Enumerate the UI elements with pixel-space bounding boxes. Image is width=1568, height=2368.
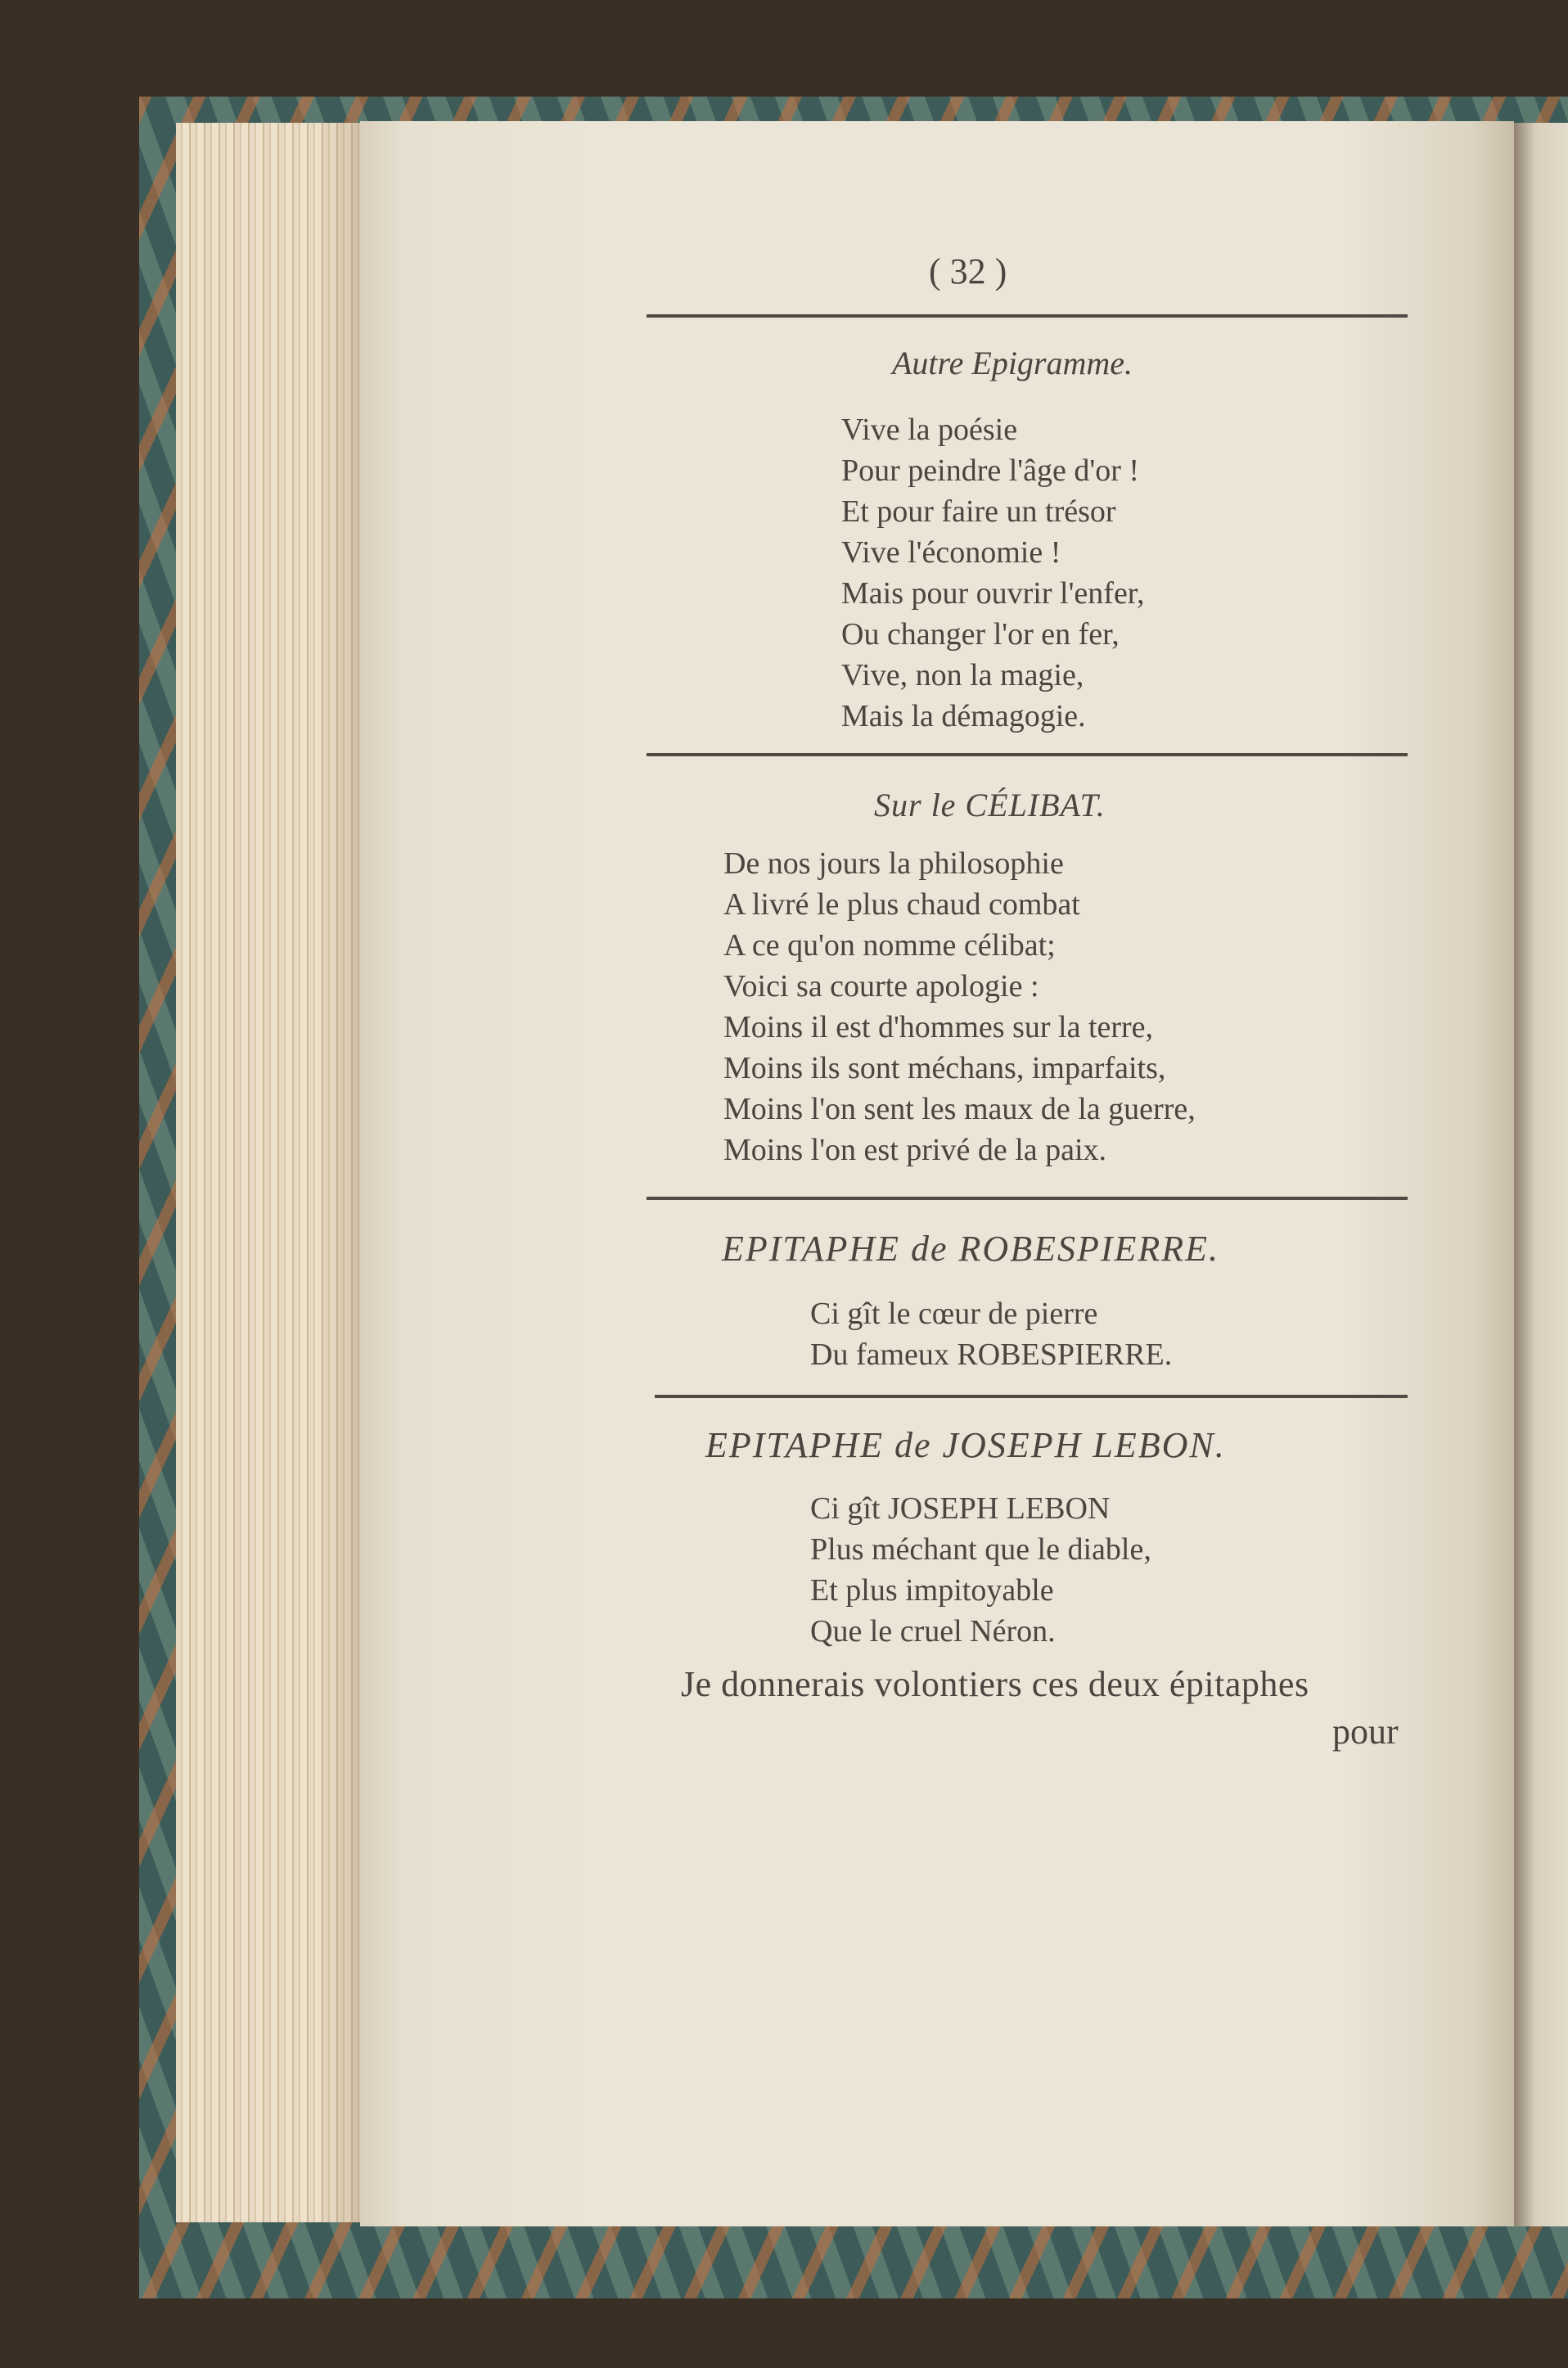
poem-line: Et plus impitoyable bbox=[810, 1573, 1054, 1608]
section-heading: EPITAPHE de ROBESPIERRE. bbox=[722, 1229, 1219, 1269]
facing-page-edge bbox=[1514, 123, 1568, 2226]
section-heading: EPITAPHE de JOSEPH LEBON. bbox=[705, 1425, 1226, 1465]
page-edges bbox=[176, 123, 364, 2222]
poem-line: Mais pour ouvrir l'enfer, bbox=[841, 576, 1145, 611]
separator-rule bbox=[647, 753, 1408, 756]
poem-line: Moins ils sont méchans, imparfaits, bbox=[723, 1051, 1166, 1085]
poem-line: Ci gît JOSEPH LEBON bbox=[810, 1491, 1111, 1526]
poem-stanza bbox=[723, 843, 1196, 1170]
poem-line: Plus méchant que le diable, bbox=[810, 1532, 1151, 1567]
poem-line: De nos jours la philosophie bbox=[723, 846, 1064, 881]
catchword: pour bbox=[1332, 1712, 1399, 1752]
poem-line: Du fameux ROBESPIERRE. bbox=[810, 1337, 1173, 1372]
poem-line: Et pour faire un trésor bbox=[841, 494, 1116, 529]
poem-line: A ce qu'on nomme célibat; bbox=[723, 928, 1056, 963]
poem-line: Ou changer l'or en fer, bbox=[841, 617, 1120, 652]
poem-line: Moins il est d'hommes sur la terre, bbox=[723, 1010, 1154, 1044]
poem-line: Vive la poésie bbox=[841, 413, 1018, 447]
poem-stanza bbox=[841, 409, 1144, 737]
poem-stanza bbox=[810, 1488, 1151, 1652]
poem-line: Ci gît le cœur de pierre bbox=[810, 1297, 1098, 1331]
poem-line: Vive, non la magie, bbox=[841, 658, 1084, 692]
page-number: ( 32 ) bbox=[929, 251, 1007, 291]
poem-line: Pour peindre l'âge d'or ! bbox=[841, 453, 1140, 488]
poem-line: Voici sa courte apologie : bbox=[723, 969, 1039, 1004]
poem-line: A livré le plus chaud combat bbox=[723, 887, 1080, 922]
section-heading: Autre Epigramme. bbox=[892, 345, 1133, 381]
poem-line: Vive l'économie ! bbox=[841, 535, 1061, 570]
poem-line: Moins l'on est privé de la paix. bbox=[723, 1133, 1107, 1167]
poem-line: Moins l'on sent les maux de la guerre, bbox=[723, 1092, 1196, 1126]
poem-stanza bbox=[810, 1293, 1172, 1375]
separator-rule bbox=[655, 1395, 1408, 1398]
separator-rule bbox=[647, 314, 1408, 318]
poem-line: Que le cruel Néron. bbox=[810, 1614, 1056, 1649]
poem-line: Mais la démagogie. bbox=[841, 699, 1086, 733]
section-heading: Sur le CÉLIBAT. bbox=[874, 787, 1106, 823]
closing-text: Je donnerais volontiers ces deux épitaphes bbox=[681, 1664, 1309, 1704]
separator-rule bbox=[647, 1197, 1408, 1200]
